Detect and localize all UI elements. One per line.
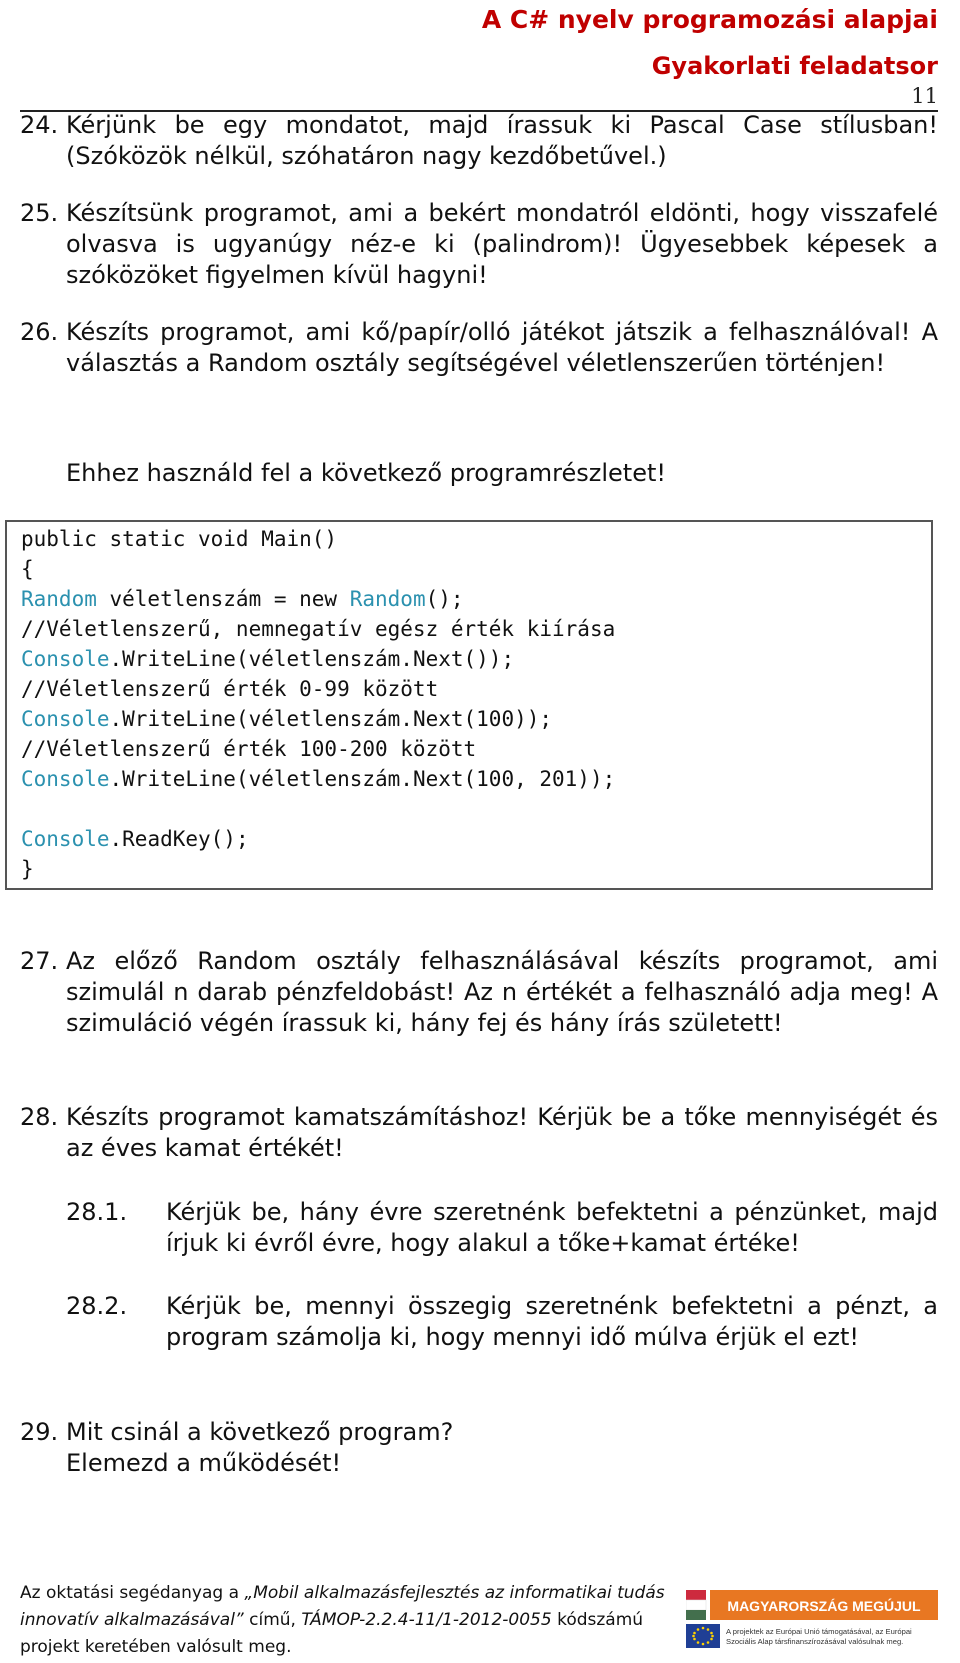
code-line: } [21,857,34,881]
logo-caption-line2: Szociális Alap társfinanszírozásával valósulnak meg. [726,1637,904,1646]
task-29-question: Mit csinál a következő program? [66,1418,454,1446]
task-number: 25. [20,199,59,227]
code-snippet [5,520,933,890]
code-line [21,704,552,734]
subtask-text: Kérjük be, hány évre szeretnénk befektetni a pénzünket, majd írjuk ki évről évre, hogy alakul a tőke+kamat értéke! [166,1198,938,1257]
code-type-token: Random [21,587,97,611]
footer-text: című, [243,1610,302,1630]
subtask-28-2 [66,1291,938,1353]
task-24 [20,110,938,172]
task-25 [20,198,938,291]
subtask-number: 28.1. [66,1198,128,1226]
code-text: .ReadKey(); [109,827,249,851]
code-type-token: Console [21,707,110,731]
subtask-text: Kérjük be, mennyi összegig szeretnénk befektetni a pénzt, a program számolja ki, hogy mennyi idő múlva érjük el ezt! [166,1292,938,1351]
logo-caption-line1: A projektek az Európai Unió támogatásával, az Európai [726,1627,912,1636]
code-text: (); [425,587,464,611]
code-type-token: Console [21,827,110,851]
task-29-instruction: Elemezd a működését! [66,1449,342,1477]
footer-project-code: TÁMOP-2.2.4-11/1-2012-0055 [301,1610,552,1630]
task-28 [20,1102,938,1164]
footer-project-title: „Mobil alkalmazásfejlesztés az informatikai tudás innovatív alkalmazásával” [20,1583,665,1630]
code-line: { [21,557,34,581]
code-line [21,584,464,614]
code-comment: //Véletlenszerű érték 0-99 között [21,677,439,701]
task-number: 28. [20,1103,59,1131]
code-text: .WriteLine(véletlenszám.Next()); [109,647,515,671]
code-type-token: Console [21,647,110,671]
task-number: 24. [20,111,59,139]
task-26 [20,317,938,379]
task-number: 26. [20,318,59,346]
task-26-note: Ehhez használd fel a következő programrészletet! [66,459,667,487]
code-line [21,644,514,674]
code-type-token: Random [349,587,426,611]
task-number: 29. [20,1418,59,1446]
banner-text: MAGYARORSZÁG MEGÚJUL [727,1598,921,1614]
task-29 [20,1417,938,1479]
footer-text: kódszámú projekt keretében valósult meg. [20,1610,644,1657]
code-line [21,824,249,854]
task-27 [20,946,938,1039]
code-text: .WriteLine(véletlenszám.Next(100)); [109,707,553,731]
task-text [66,1417,938,1479]
task-text: Készíts programot kamatszámításhoz! Kérjük be a tőke mennyiségét és az éves kamat értékét! [66,1103,938,1162]
code-text: véletlenszám = new [96,587,350,611]
code-comment: //Véletlenszerű érték 100-200 között [21,737,477,761]
task-text: Készíts programot, ami kő/papír/olló játékot játszik a felhasználóval! A választás a Random osztály segítségével véletlenszerűen történjen! [66,318,938,377]
task-text: Kérjünk be egy mondatot, majd írassuk ki Pascal Case stílusban! (Szóközök nélkül, szóhatáron nagy kezdőbetűvel.) [66,111,938,170]
task-text: Készítsünk programot, ami a bekért mondatról eldönti, hogy visszafelé olvasva is ugyanúgy néz-e ki (palindrom)! Ügyesebbek képesek a szóközöket figyelmen kívül hagyni! [66,199,938,289]
eu-funding-logo [686,1588,938,1650]
flag-stripe-white [686,1600,706,1610]
page-number: 11 [911,84,938,108]
task-text: Az előző Random osztály felhasználásával készíts programot, ami szimulál n darab pénzfeldobást! Az n értékét a felhasználó adja meg! A szimuláció végén írassuk ki, hány fej és hány írás született! [66,947,938,1037]
code-comment: //Véletlenszerű, nemnegatív egész érték kiírása [21,617,616,641]
subtask-28-1 [66,1197,938,1259]
footer-text: Az oktatási segédanyag a [20,1583,245,1603]
flag-stripe-green [686,1610,706,1620]
code-type-token: Console [21,767,110,791]
document-title: A C# nyelv programozási alapjai [481,5,938,34]
flag-stripe-red [686,1590,706,1600]
code-text: .WriteLine(véletlenszám.Next(100, 201)); [109,767,616,791]
footer-credit [20,1580,680,1661]
document-subtitle: Gyakorlati feladatsor [651,52,938,80]
code-line [21,764,615,794]
task-number: 27. [20,947,59,975]
subtask-number: 28.2. [66,1292,128,1320]
code-line: public static void Main() [21,527,338,551]
